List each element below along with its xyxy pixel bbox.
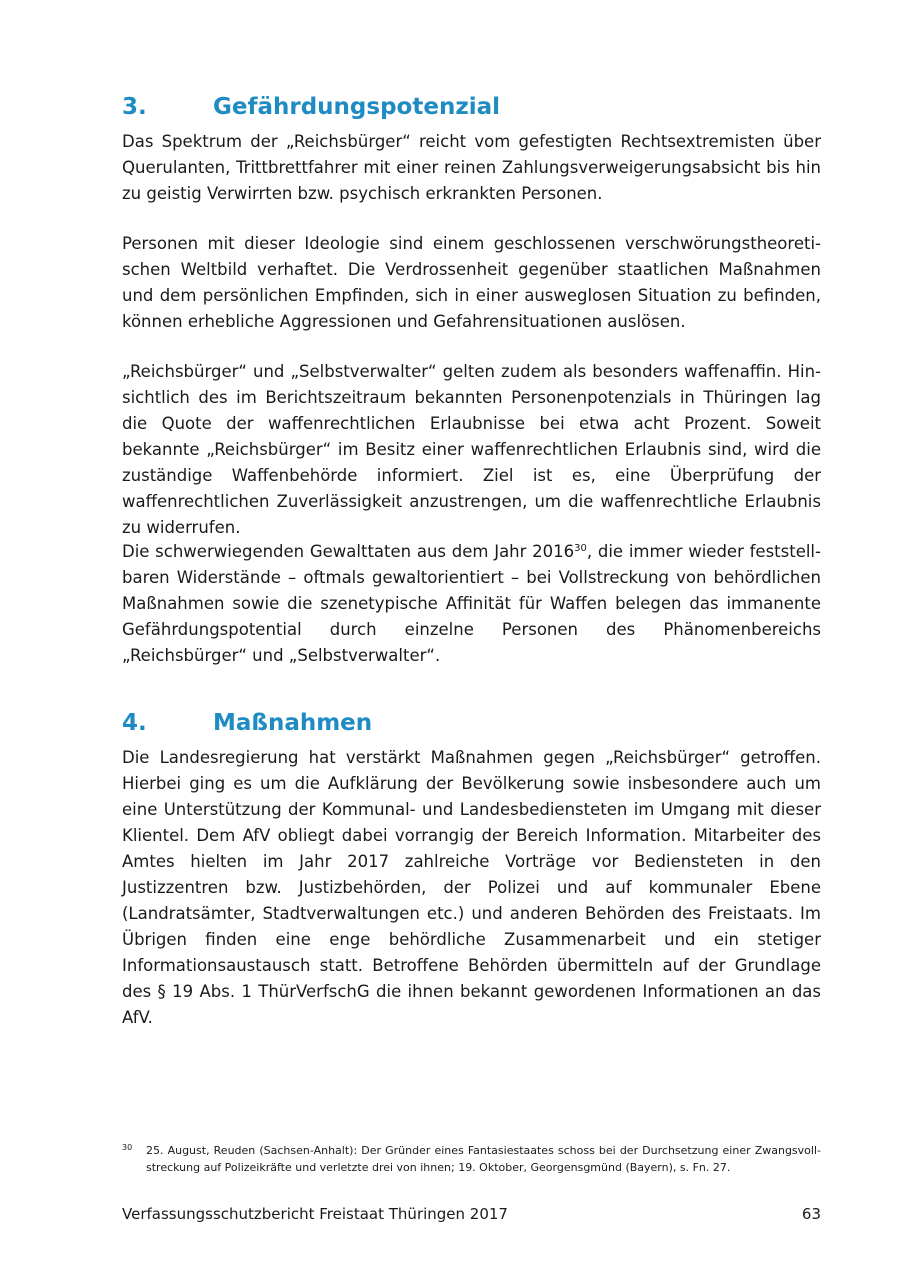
page-footer — [122, 1204, 821, 1224]
paragraph-text: Die schwerwiegenden Gewalttaten aus dem Jahr 2016 — [122, 542, 575, 561]
section-title: Gefährdungspotenzial — [213, 94, 500, 121]
section-heading-3 — [122, 92, 500, 122]
footnote-mark: 30 — [122, 1143, 133, 1152]
paragraph: Das Spektrum der „Reichsbürger“ reicht vom gefestigten Rechtsextremisten über Querulanten, Trittbrettfahrer mit einer reinen Zahlungsverweigerungsabsicht bis hin zu geistig Verwirrten bzw. psychisch erkrankten Personen. — [122, 132, 821, 203]
section-number: 4. — [122, 710, 147, 737]
footnote — [122, 1142, 821, 1176]
section-heading-4 — [122, 708, 372, 738]
footer-title: Verfassungsschutzbericht Freistaat Thüringen 2017 — [122, 1205, 508, 1223]
section-number: 3. — [122, 94, 147, 121]
paragraph: Die Landesregierung hat verstärkt Maßnahmen gegen „Reichsbürger“ getroffen. Hierbei ging es um die Aufklärung der Bevölkerung sowie insbesondere auch um eine Unterstützung der Kommunal- und Landesbediensteten im Umgang mit dieser Klientel. Dem AfV obliegt dabei vorrangig der Bereich Information. Mitarbeiter des Amtes hielten im Jahr 2017 zahlreiche Vorträge vor Bediensteten in den Justizzentren bzw. Justizbehörden, der Polizei und auf kommunaler Ebene (Landratsämter, Stadtverwaltungen etc.) und anderen Behörden des Freistaats. Im Übrigen finden eine enge behördliche Zusammenarbeit und ein stetiger Informationsaustausch statt. Betroffene Behörden übermitteln auf der Grundlage des § 19 Abs. 1 ThürVerfschG die ihnen bekannt gewordenen Informationen an das AfV. — [122, 748, 821, 1027]
paragraph-text: , die immer wieder feststellbaren Widerstände – oftmals gewaltorientiert – bei Vollstreckung von behördlichen Maßnahmen sowie die szenetypische Affinität für Waffen belegen das immanente Gefährdungspotential durch einzelne Personen des Phänomenbereichs „Reichsbürger“ und „Selbstverwalter“. — [122, 542, 821, 665]
footnote-text: 25. August, Reuden (Sachsen-Anhalt): Der Gründer eines Fantasiestaates schoss bei der Durchsetzung einer Zwangsvollstreckung auf Polizeikräfte und verletzte drei von ihnen; 19. Oktober, Georgensgmünd (Bayern), s. Fn. 27. — [146, 1144, 821, 1174]
section-title: Maßnahmen — [213, 710, 373, 737]
page-number: 63 — [801, 1205, 821, 1223]
paragraph: Personen mit dieser Ideologie sind einem geschlossenen verschwörungstheoretischen Weltbild verhaftet. Die Verdrossenheit gegenüber staatlichen Maßnahmen und dem persönlichen Empfinden, sich in einer ausweglosen Situation zu befinden, können erhebliche Aggressionen und Gefahrensituationen auslösen. — [122, 234, 821, 331]
footnote-reference[interactable]: 30 — [574, 543, 587, 554]
paragraph: „Reichsbürger“ und „Selbstverwalter“ gelten zudem als besonders waffenaffin. Hinsichtlich des im Berichtszeitraum bekannten Personenpotenzials in Thüringen lag die Quote der waffenrechtlichen Erlaubnisse bei etwa acht Prozent. Soweit bekannte „Reichsbürger“ im Besitz einer waffenrechtlichen Erlaubnis sind, wird die zuständige Waffenbehörde informiert. Ziel ist es, eine Überprüfung der waffenrechtlichen Zuverlässigkeit anzustrengen, um die waffenrechtliche Erlaubnis zu widerrufen. — [122, 362, 821, 537]
paragraph-with-footnote — [122, 539, 821, 669]
